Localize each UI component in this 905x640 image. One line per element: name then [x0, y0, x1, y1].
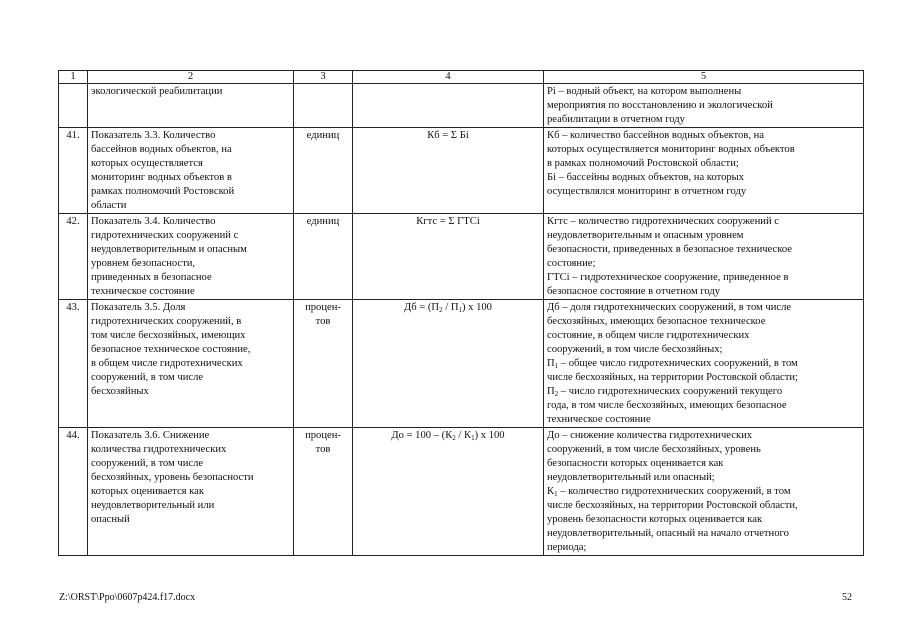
table-row: [59, 428, 864, 556]
indicator-line: которых оценивается как: [91, 486, 205, 497]
unit-cell: [294, 300, 353, 428]
description-line: неудовлетворительный или опасный;: [547, 472, 715, 483]
description-line: техническое состояние: [547, 414, 651, 425]
indicator-line: Показатель 3.5. Доля: [91, 302, 186, 313]
formula-cell: [353, 214, 544, 300]
indicator-line: рамках полномочий Ростовской: [91, 186, 235, 197]
description-line: $П_2$ – число гидротехнических сооружений текущего: [547, 386, 783, 398]
indicator-line: сооружений, в том числе: [91, 458, 204, 469]
indicator-line: неудовлетворительным и опасным: [91, 244, 247, 255]
continuation-row: [59, 84, 864, 128]
continuation-num-cell: [59, 84, 88, 128]
formula-cell: [353, 300, 544, 428]
row-number: 43.: [59, 300, 88, 428]
formula: До = $100 - (К_2 / К_1)$ х 100: [391, 430, 505, 442]
unit-cell: [294, 128, 353, 214]
header-col-3: 3: [294, 71, 353, 84]
continuation-formula-cell: [353, 84, 544, 128]
row-number: 44.: [59, 428, 88, 556]
description-line: ГТСi – гидротехническое сооружение, приведенное в: [547, 272, 789, 283]
indicator-line: Показатель 3.3. Количество: [91, 130, 216, 141]
page-number: 52: [842, 592, 852, 603]
indicator-line: уровнем безопасности,: [91, 258, 196, 269]
indicator-line: количества гидротехнических: [91, 444, 227, 455]
description-line: безопасное состояние в отчетном году: [547, 286, 721, 297]
unit-line: процен-: [305, 302, 341, 313]
continuation-indicator-cell: [88, 84, 294, 128]
description-line: состояние;: [547, 258, 596, 269]
description-line: которых осуществляется мониторинг водных объектов: [547, 144, 795, 155]
indicator-line: неудовлетворительный или: [91, 500, 215, 511]
indicator-line: области: [91, 200, 127, 211]
description-cell: [544, 428, 864, 556]
unit-cell: [294, 214, 353, 300]
description-line: бесхозяйных, имеющих безопасное техническое: [547, 316, 766, 327]
row-number: 42.: [59, 214, 88, 300]
unit-cell: [294, 428, 353, 556]
description-line: числе бесхозяйных, на территории Ростовской области;: [547, 372, 798, 383]
indicator-cell: [88, 428, 294, 556]
unit-line: единиц: [306, 216, 340, 227]
indicator-cell: [88, 214, 294, 300]
description-line: Дб – доля гидротехнических сооружений, в том числе: [547, 302, 792, 313]
header-col-1: 1: [59, 71, 88, 84]
formula: Кб = Σ Бi: [427, 130, 469, 141]
indicator-line: бесхозяйных: [91, 386, 149, 397]
description-line: сооружений, в том числе бесхозяйных;: [547, 344, 723, 355]
continuation-description-line: реабилитации в отчетном году: [547, 114, 685, 125]
unit-line: процен-: [305, 430, 341, 441]
description-line: $П_1$ – общее число гидротехнических сооружений, в том: [547, 358, 798, 370]
description-line: числе бесхозяйных, на территории Ростовской области,: [547, 500, 798, 511]
indicator-line: в общем числе гидротехнических: [91, 358, 243, 369]
indicator-line: безопасное техническое состояние,: [91, 344, 251, 355]
header-row: [59, 71, 864, 84]
indicator-cell: [88, 300, 294, 428]
description-line: До – снижение количества гидротехнических: [547, 430, 753, 441]
indicator-line: бассейнов водных объектов, на: [91, 144, 232, 155]
header-col-5: 5: [544, 71, 864, 84]
continuation-unit-cell: [294, 84, 353, 128]
formula-cell: [353, 428, 544, 556]
row-number: 41.: [59, 128, 88, 214]
continuation-description-cell: [544, 84, 864, 128]
indicator-line: приведенных в безопасное: [91, 272, 212, 283]
indicator-line: гидротехнических сооружений, в: [91, 316, 242, 327]
description-cell: [544, 128, 864, 214]
indicator-line: опасный: [91, 514, 130, 525]
description-line: безопасности которых оценивается как: [547, 458, 724, 469]
continuation-description-line: мероприятия по восстановлению и экологической: [547, 100, 773, 111]
description-line: сооружений, в том числе бесхозяйных, уровень: [547, 444, 761, 455]
table-row: [59, 128, 864, 214]
description-line: в рамках полномочий Ростовской области;: [547, 158, 739, 169]
indicator-line: сооружений, в том числе: [91, 372, 204, 383]
description-line: неудовлетворительным и опасным уровнем: [547, 230, 744, 241]
description-line: Кгтс – количество гидротехнических сооружений с: [547, 216, 779, 227]
continuation-description-line: Рi – водный объект, на котором выполнены: [547, 86, 742, 97]
description-line: неудовлетворительный, опасный на начало отчетного: [547, 528, 789, 539]
continuation-indicator-line: экологической реабилитации: [91, 86, 223, 97]
indicator-line: бесхозяйных, уровень безопасности: [91, 472, 254, 483]
indicator-line: гидротехнических сооружений с: [91, 230, 239, 241]
description-line: $К_1$ – количество гидротехнических сооружений, в том: [547, 486, 791, 498]
formula: Кгтс = Σ ГТСi: [416, 216, 480, 227]
formula: Дб = $(П_2 / П_1)$ х 100: [404, 302, 492, 314]
indicator-cell: [88, 128, 294, 214]
formula-cell: [353, 128, 544, 214]
table-row: [59, 300, 864, 428]
unit-line: тов: [315, 444, 331, 455]
header-col-2: 2: [88, 71, 294, 84]
description-line: состояние, в общем числе гидротехнических: [547, 330, 750, 341]
description-line: Кб – количество бассейнов водных объектов, на: [547, 130, 764, 141]
description-line: уровень безопасности которых оценивается как: [547, 514, 763, 525]
unit-line: тов: [315, 316, 331, 327]
description-line: безопасности, приведенных в безопасное техническое: [547, 244, 792, 255]
file-path: Z:\ORST\Ppo\0607p424.f17.docx: [59, 592, 196, 603]
indicators-table: [58, 70, 864, 556]
table-row: [59, 214, 864, 300]
description-line: года, в том числе бесхозяйных, имеющих безопасное: [547, 400, 787, 411]
indicator-line: Показатель 3.6. Снижение: [91, 430, 210, 441]
indicator-line: техническое состояние: [91, 286, 195, 297]
description-line: осуществлялся мониторинг в отчетном году: [547, 186, 747, 197]
description-line: периода;: [547, 542, 587, 553]
description-cell: [544, 300, 864, 428]
indicator-line: которых осуществляется: [91, 158, 203, 169]
description-cell: [544, 214, 864, 300]
description-line: Бi – бассейны водных объектов, на которых: [547, 172, 745, 183]
indicator-line: мониторинг водных объектов в: [91, 172, 232, 183]
unit-line: единиц: [306, 130, 340, 141]
header-col-4: 4: [353, 71, 544, 84]
indicator-line: Показатель 3.4. Количество: [91, 216, 216, 227]
indicator-line: том числе бесхозяйных, имеющих: [91, 330, 246, 341]
